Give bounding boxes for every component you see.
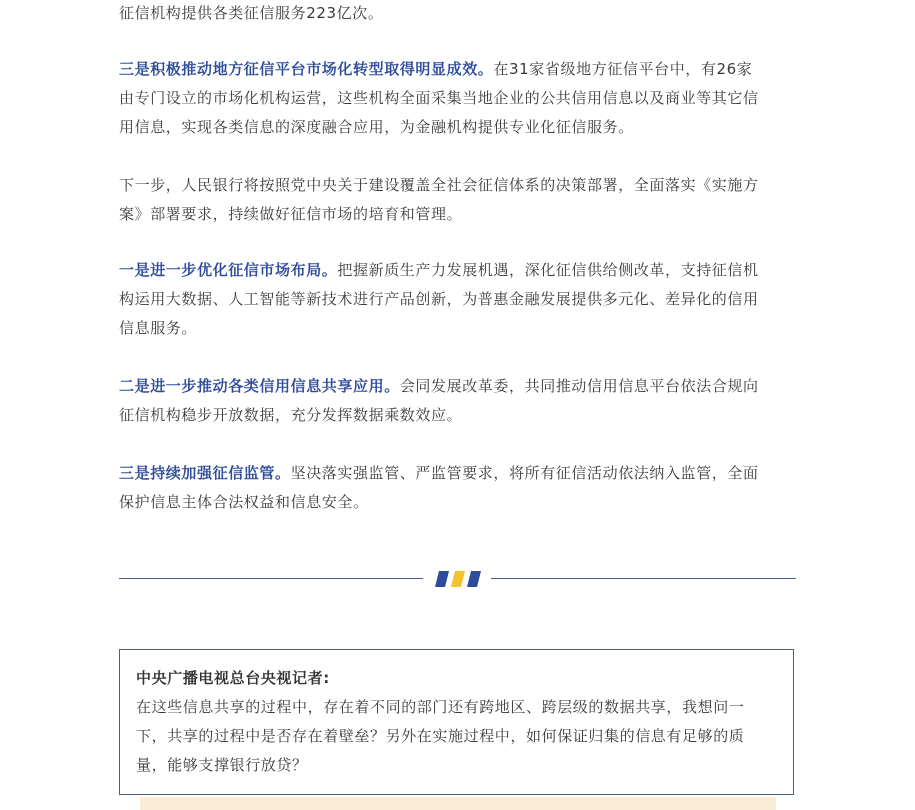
paragraph-point-two bbox=[119, 372, 796, 430]
paragraph-point-one bbox=[119, 256, 796, 343]
question-box bbox=[119, 649, 794, 795]
text-market-line2: 由专门设立的市场化机构运营，这些机构全面采集当地企业的公共信用信息以及商业等其它信 bbox=[119, 89, 759, 107]
lead-point-one: 一是进一步优化征信市场布局。 bbox=[119, 261, 338, 279]
summary-text: 征信机构提供各类征信服务223亿次。 bbox=[119, 4, 384, 22]
divider-mark-1 bbox=[435, 571, 449, 587]
divider-mark-2 bbox=[451, 571, 465, 587]
lead-point-three: 三是持续加强征信监管。 bbox=[119, 464, 291, 482]
text-one-line1: 把握新质生产力发展机遇，深化征信供给侧改革，支持征信机 bbox=[337, 261, 759, 279]
paragraph-market-transition bbox=[119, 55, 796, 142]
text-market-line3: 用信息，实现各类信息的深度融合应用，为金融机构提供专业化征信服务。 bbox=[119, 118, 634, 136]
paragraph-point-three bbox=[119, 459, 796, 517]
text-market-line1: 在31家省级地方征信平台中，有26家 bbox=[493, 60, 753, 78]
text-next-line1: 下一步，人民银行将按照党中央关于建设覆盖全社会征信体系的决策部署，全面落实《实施方 bbox=[119, 176, 759, 194]
divider-marks bbox=[435, 571, 481, 587]
paragraph-next-step bbox=[119, 171, 796, 229]
question-speaker: 中央广播电视总台央视记者: bbox=[136, 669, 330, 687]
text-two-line1: 会同发展改革委，共同推动信用信息平台依法合规向 bbox=[399, 377, 759, 395]
divider-line-left bbox=[119, 578, 423, 579]
section-divider bbox=[119, 570, 796, 588]
text-three-line1: 坚决落实强监管、严监管要求，将所有征信活动依法纳入监管，全面 bbox=[290, 464, 759, 482]
text-one-line3: 信息服务。 bbox=[119, 319, 198, 337]
text-two-line2: 征信机构稳步开放数据，充分发挥数据乘数效应。 bbox=[119, 406, 463, 424]
paragraph-summary bbox=[119, 0, 796, 28]
question-text bbox=[136, 693, 777, 780]
next-box-edge bbox=[140, 797, 776, 810]
question-line2: 下，共享的过程中是否存在着壁垒？另外在实施过程中，如何保证归集的信息有足够的质 bbox=[136, 727, 745, 745]
question-line3: 量，能够支撑银行放贷？ bbox=[136, 756, 308, 774]
lead-market-transition: 三是积极推动地方征信平台市场化转型取得明显成效。 bbox=[119, 60, 494, 78]
text-three-line2: 保护信息主体合法权益和信息安全。 bbox=[119, 493, 369, 511]
question-line1: 在这些信息共享的过程中，存在着不同的部门还有跨地区、跨层级的数据共享，我想问一 bbox=[136, 698, 745, 716]
text-one-line2: 构运用大数据、人工智能等新技术进行产品创新，为普惠金融发展提供多元化、差异化的信用 bbox=[119, 290, 759, 308]
text-next-line2: 案》部署要求，持续做好征信市场的培育和管理。 bbox=[119, 205, 463, 223]
divider-line-right bbox=[491, 578, 796, 579]
divider-mark-3 bbox=[467, 571, 481, 587]
lead-point-two: 二是进一步推动各类信用信息共享应用。 bbox=[119, 377, 400, 395]
